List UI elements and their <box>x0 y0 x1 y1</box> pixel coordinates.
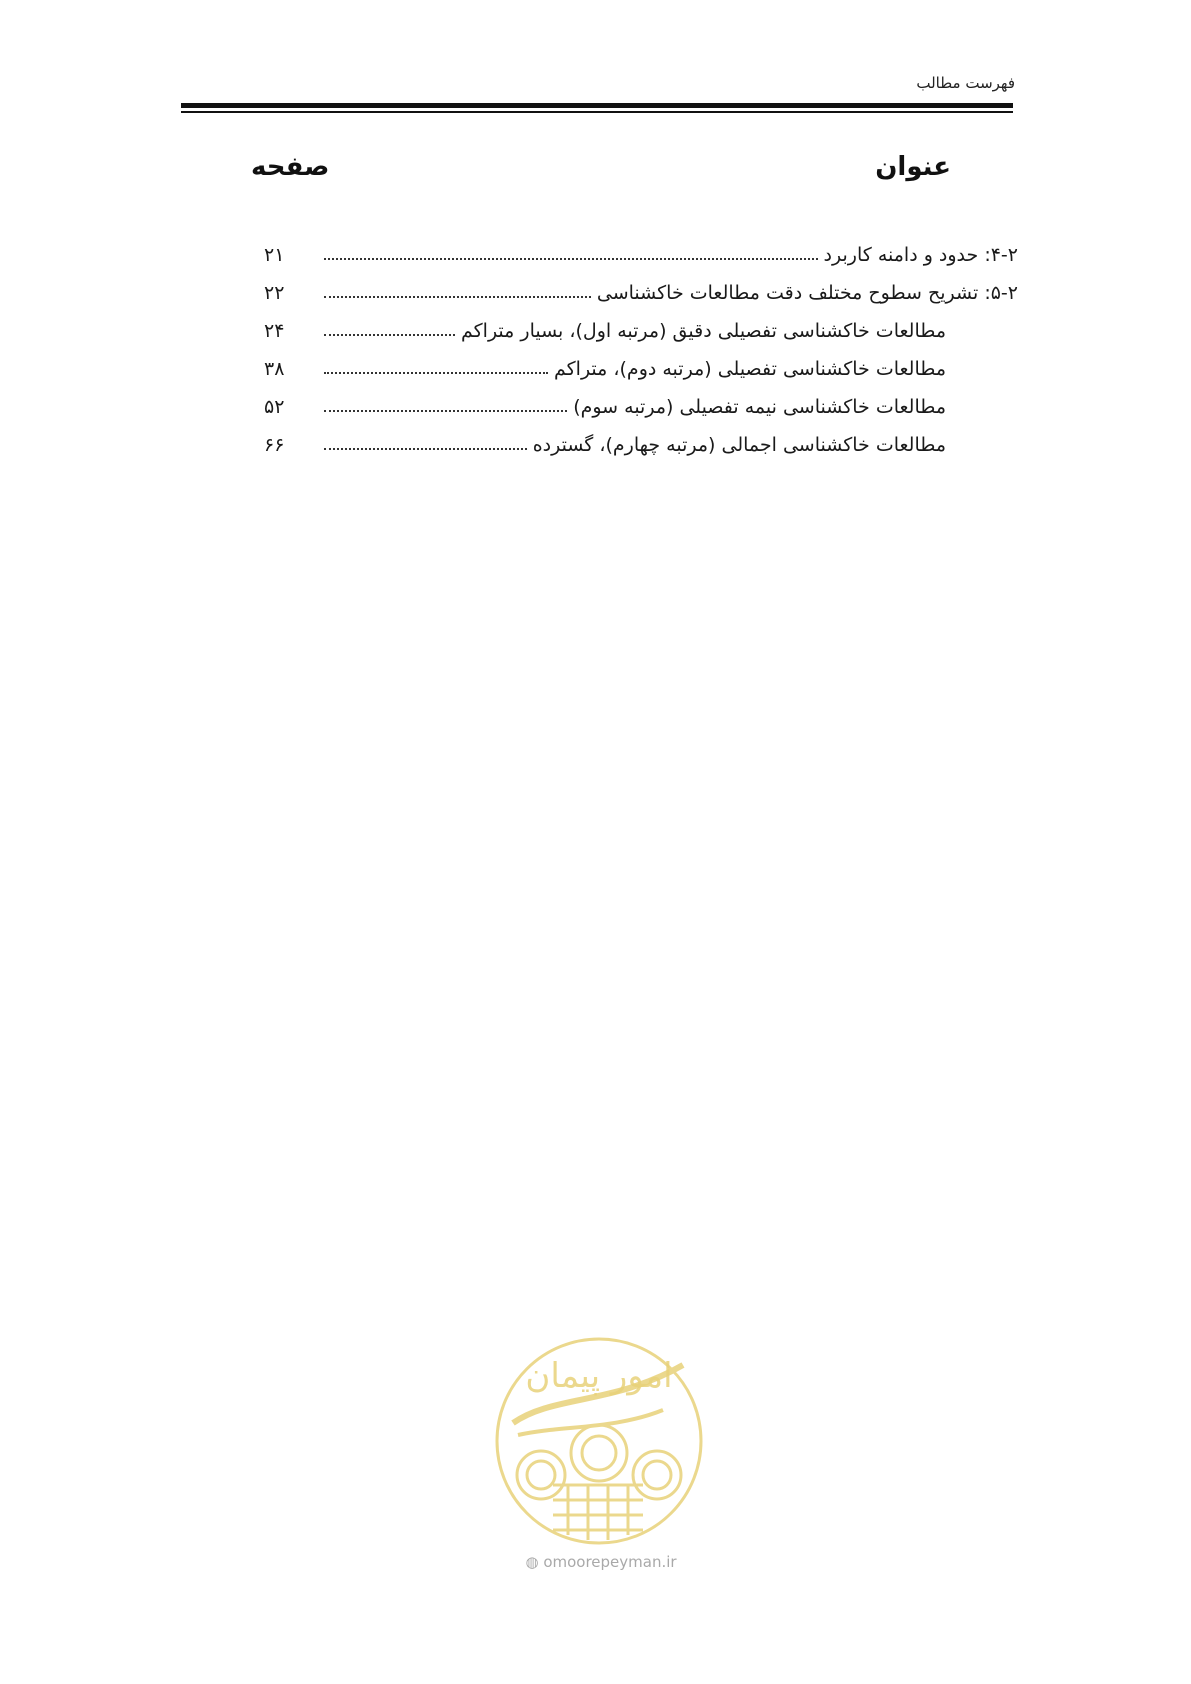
globe-icon: ◍ <box>525 1553 539 1571</box>
dot-leader <box>324 410 567 412</box>
toc-entry-page: ۶۶ <box>264 434 285 456</box>
header-rule-thin <box>181 111 1013 113</box>
column-heading-title: عنوان <box>875 152 951 182</box>
header-rule-thick <box>181 103 1013 108</box>
toc-entry-title: مطالعات خاکشناسی اجمالی (مرتبه چهارم)، گسترده <box>532 434 946 456</box>
dot-leader <box>324 372 548 374</box>
dot-leader <box>324 296 591 298</box>
toc-entry-title: ۴-۲: حدود و دامنه کاربرد <box>823 244 1018 266</box>
dot-leader <box>324 448 527 450</box>
toc-entry-page: ۲۱ <box>264 244 285 266</box>
toc-entry[interactable] <box>264 312 1018 350</box>
column-heading-page: صفحه <box>251 152 330 182</box>
toc-entry[interactable] <box>264 350 1018 388</box>
watermark-url <box>496 1553 706 1571</box>
toc-entry[interactable] <box>264 426 1018 464</box>
toc-entry-title: مطالعات خاکشناسی نیمه تفصیلی (مرتبه سوم) <box>573 396 946 418</box>
table-of-contents <box>264 236 1018 464</box>
toc-entry-page: ۵۲ <box>264 396 285 418</box>
toc-entry-page: ۲۲ <box>264 282 285 304</box>
watermark-logo-icon <box>493 1335 705 1547</box>
toc-entry-title: مطالعات خاکشناسی تفصیلی (مرتبه دوم)، متراکم <box>553 358 946 380</box>
running-header: فهرست مطالب <box>916 74 1015 92</box>
dot-leader <box>324 258 818 260</box>
toc-entry[interactable] <box>264 236 1018 274</box>
toc-entry-title: ۵-۲: تشریح سطوح مختلف دقت مطالعات خاکشناسی <box>596 282 1018 304</box>
toc-entry[interactable] <box>264 388 1018 426</box>
toc-entry-page: ۲۴ <box>264 320 285 342</box>
toc-entry[interactable] <box>264 274 1018 312</box>
dot-leader <box>324 334 455 336</box>
watermark-logo-text: امور پیمان <box>525 1356 673 1396</box>
toc-entry-title: مطالعات خاکشناسی تفصیلی دقیق (مرتبه اول)، بسیار متراکم <box>460 320 946 342</box>
watermark-url-text: omoorepeyman.ir <box>543 1553 677 1571</box>
toc-entry-page: ۳۸ <box>264 358 285 380</box>
